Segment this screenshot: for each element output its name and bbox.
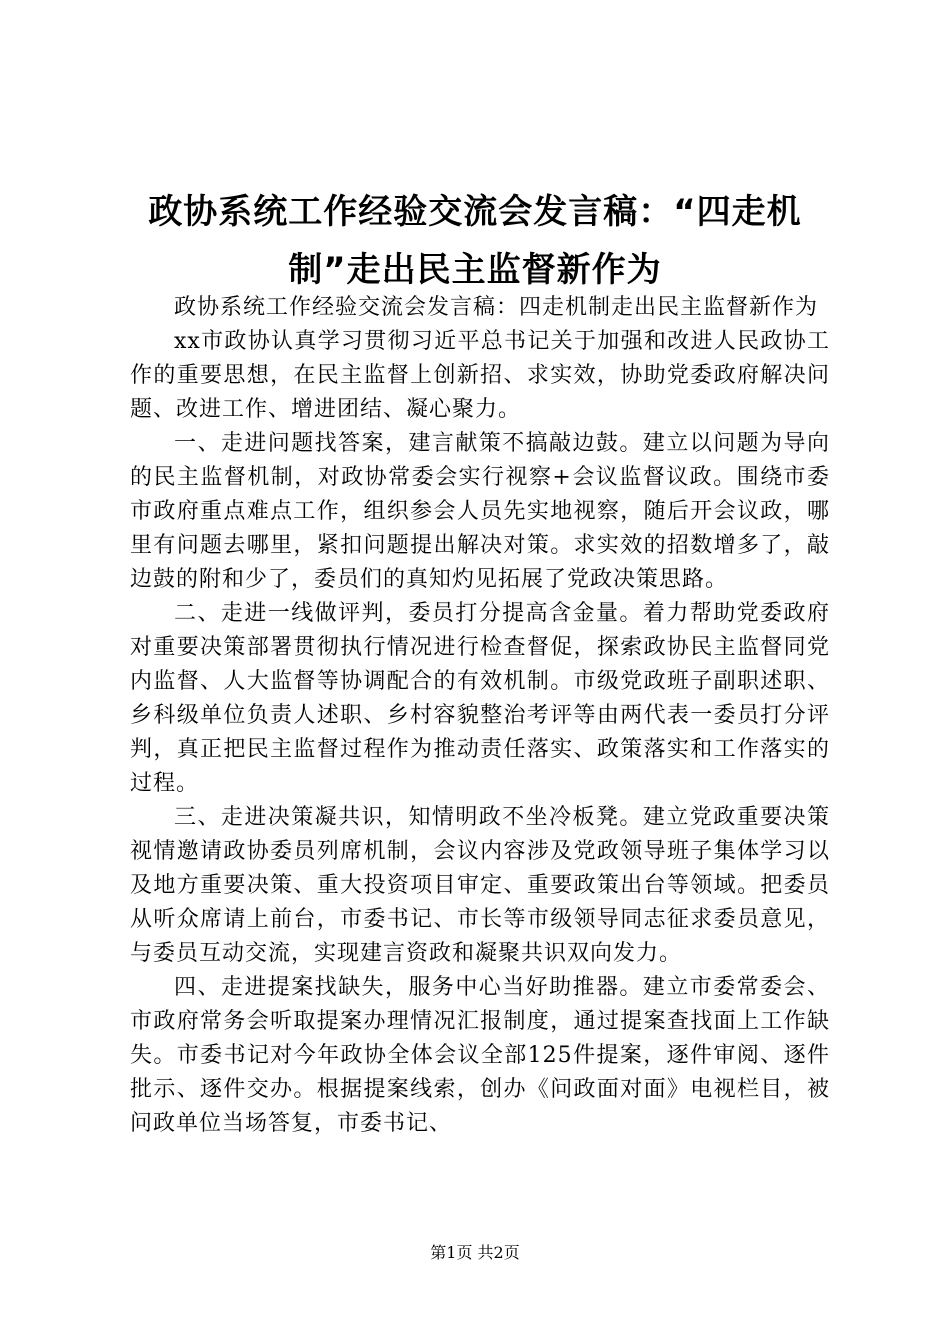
paragraph-subtitle: 政协系统工作经验交流会发言稿：四走机制走出民主监督新作为 xyxy=(174,295,819,320)
page-number-footer: 第1页 共2页 xyxy=(430,1243,520,1262)
document-body xyxy=(130,291,830,1141)
paragraph-section-3: 三、走进决策凝共识，知情明政不坐冷板凳。建立党政重要决策视情邀请政协委员列席机制，会议内容涉及党政领导班子集体学习以及地方重要决策、重大投资项目审定、重要政策出台等领域。把委员从听众席请上前台，市委书记、市长等市级领导同志征求委员意见，与委员互动交流，实现建言资政和凝聚共识双向发力。 xyxy=(130,805,830,966)
paragraph-intro: xx市政协认真学习贯彻习近平总书记关于加强和改进人民政协工作的重要思想，在民主监督上创新招、求实效，协助党委政府解决问题、改进工作、增进团结、凝心聚力。 xyxy=(130,329,830,422)
paragraph-section-4: 四、走进提案找缺失，服务中心当好助推器。建立市委常委会、市政府常务会听取提案办理情况汇报制度，通过提案查找面上工作缺失。市委书记对今年政协全体会议全部125件提案，逐件审阅、逐件批示、逐件交办。根据提案线索，创办《问政面对面》电视栏目，被问政单位当场答复，市委书记、 xyxy=(130,975,830,1136)
paragraph-section-2: 二、走进一线做评判，委员打分提高含金量。着力帮助党委政府对重要决策部署贯彻执行情况进行检查督促，探索政协民主监督同党内监督、人大监督等协调配合的有效机制。市级党政班子副职述职、乡科级单位负责人述职、乡村容貌整治考评等由两代表一委员打分评判，真正把民主监督过程作为推动责任落实、政策落实和工作落实的过程。 xyxy=(130,601,830,796)
paragraph-section-1: 一、走进问题找答案，建言献策不搞敲边鼓。建立以问题为导向的民主监督机制，对政协常委会实行视察+会议监督议政。围绕市委市政府重点难点工作，组织参会人员先实地视察，随后开会议政，哪里有问题去哪里，紧扣问题提出解决对策。求实效的招数增多了，敲边鼓的附和少了，委员们的真知灼见拓展了党政决策思路。 xyxy=(130,431,830,592)
document-title: 政协系统工作经验交流会发言稿：“四走机制”走出民主监督新作为 xyxy=(148,191,802,290)
